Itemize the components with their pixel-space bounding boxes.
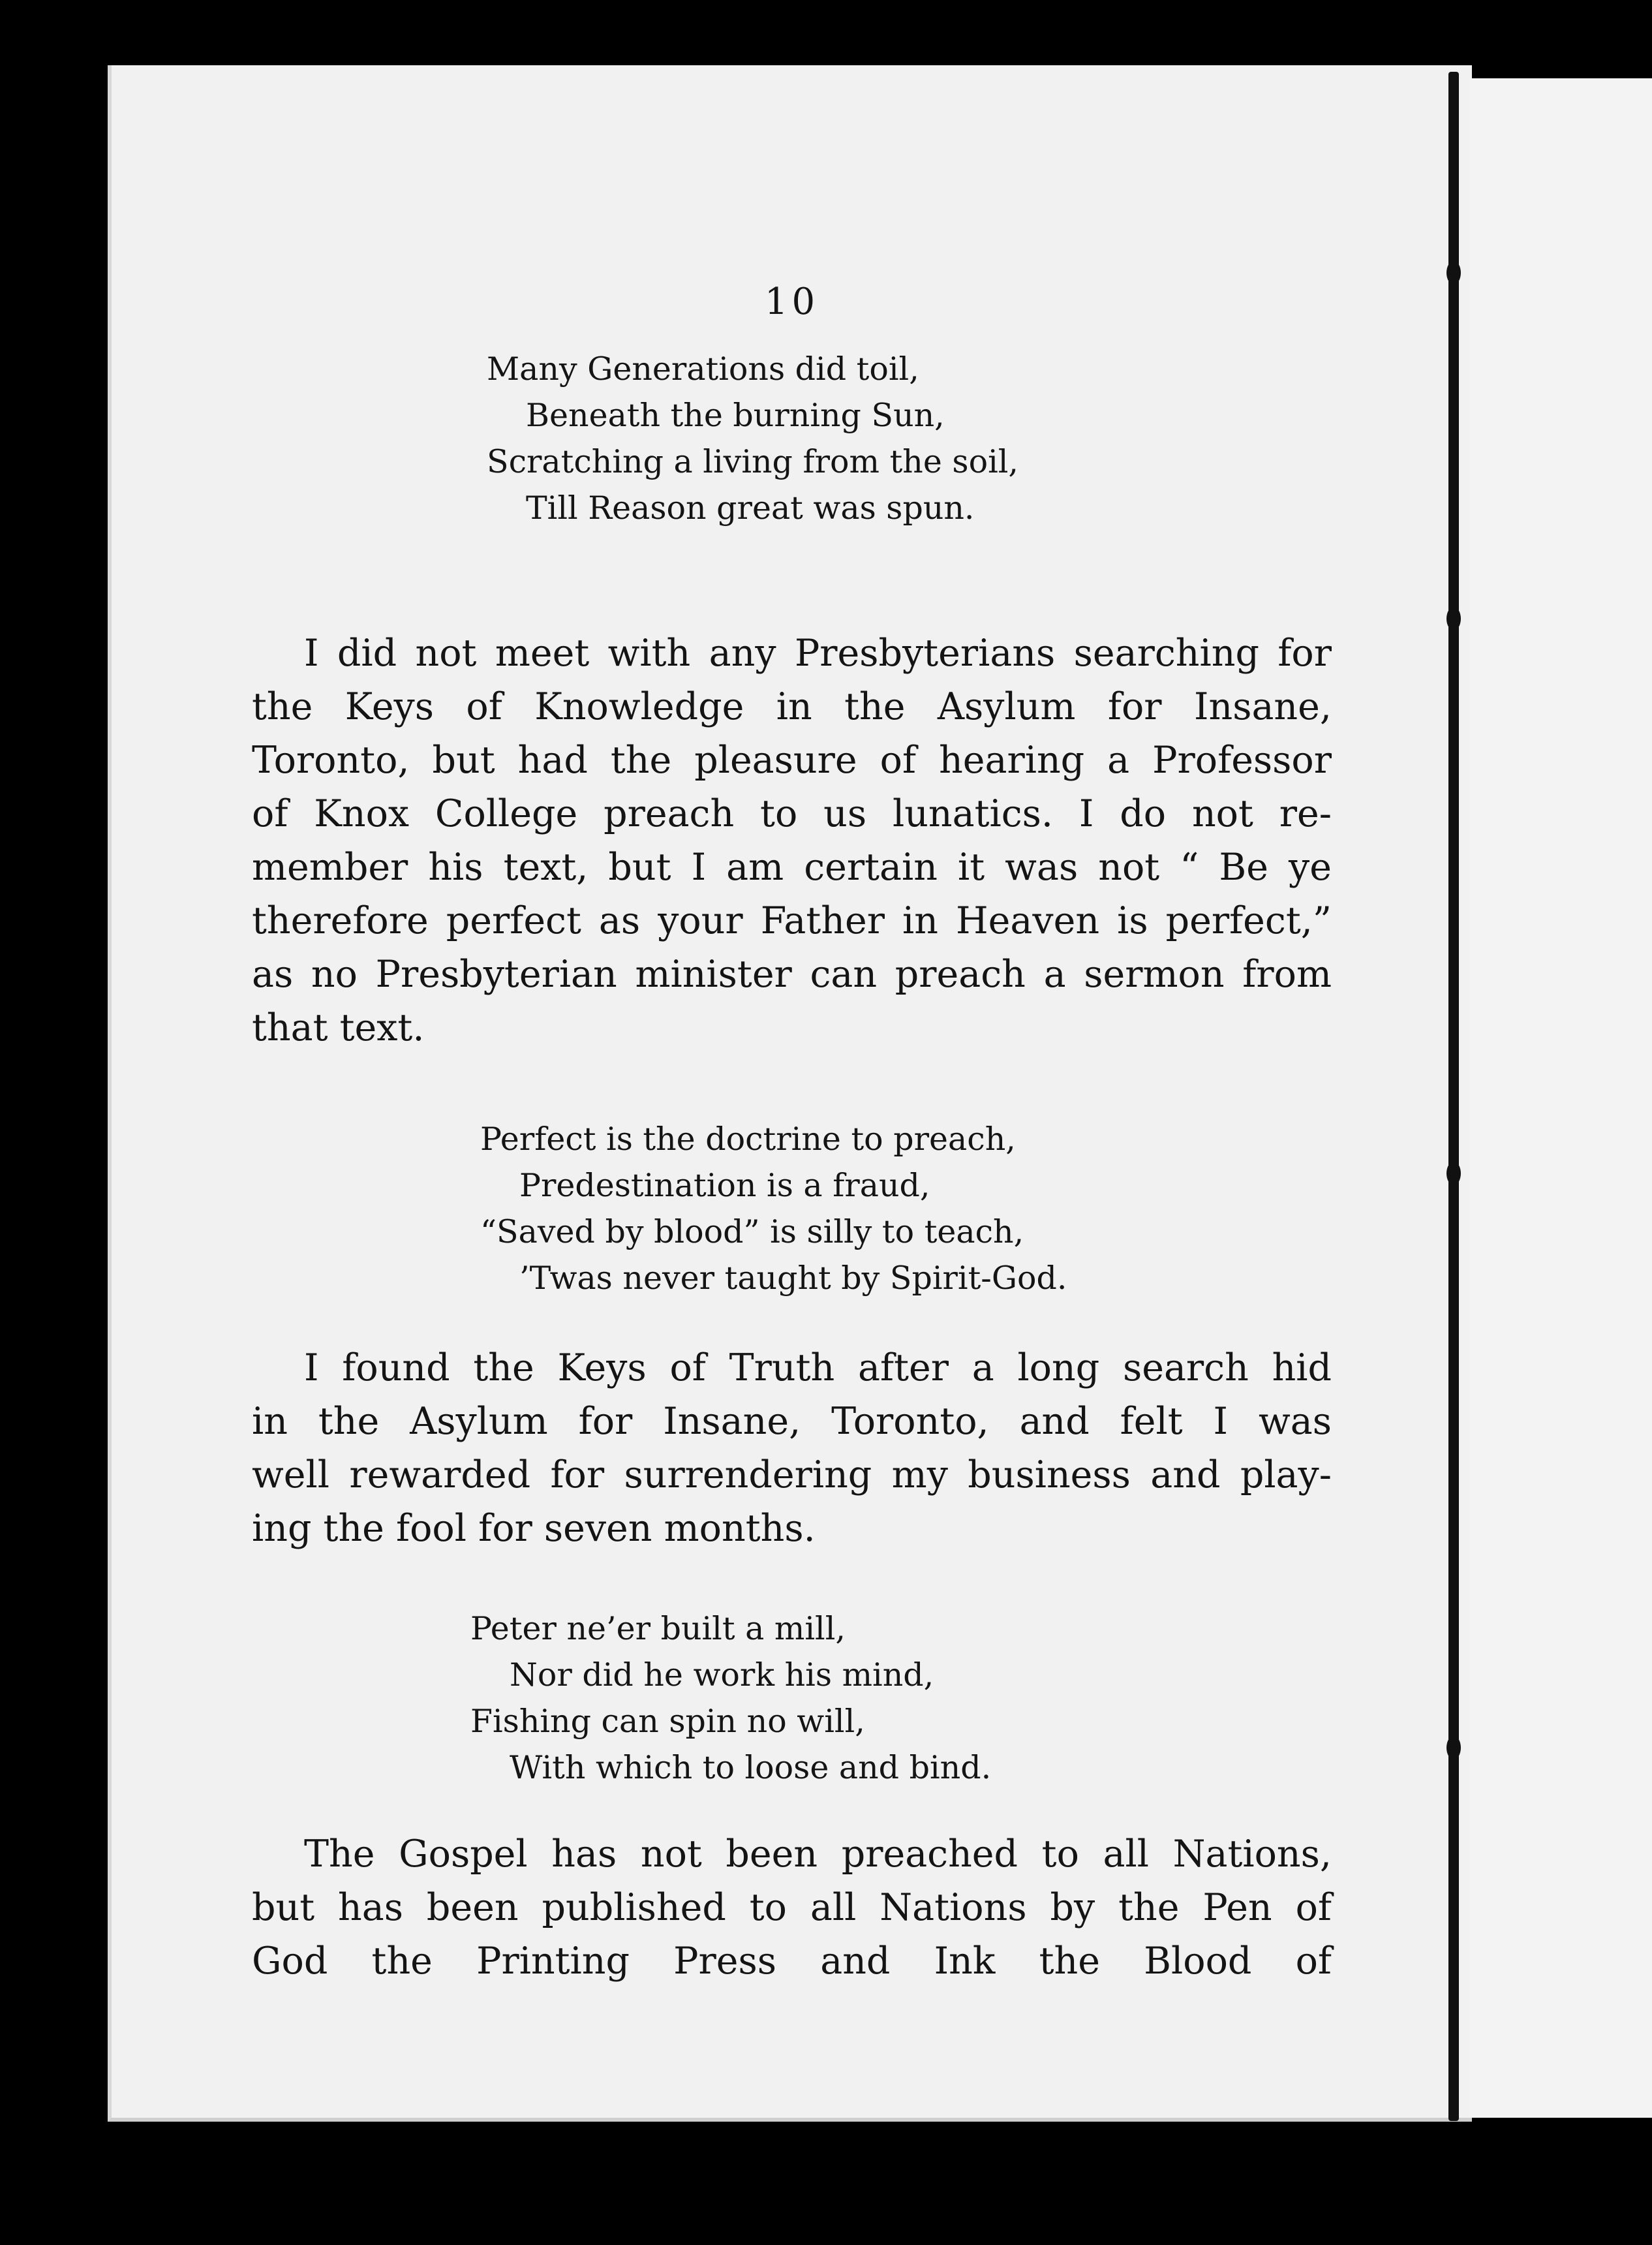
verse-line: “Saved by blood” is silly to teach,: [480, 1213, 1024, 1250]
paragraph-line: therefore perfect as your Father in Heaven is perfect,”: [252, 899, 1332, 942]
book-page: [108, 65, 1472, 2122]
verse-line: With which to loose and bind.: [510, 1749, 992, 1786]
verse-line: ’Twas never taught by Spirit-God.: [519, 1260, 1067, 1297]
verse-line: Perfect is the doctrine to preach,: [480, 1121, 1016, 1158]
verse-line: Scratching a living from the soil,: [487, 443, 1018, 480]
paragraph-3: [252, 1827, 1332, 1988]
paragraph-line: Toronto, but had the pleasure of hearing a Professor: [252, 739, 1332, 782]
verse-3: [470, 1605, 991, 1791]
paragraph-line: that text.: [252, 1006, 425, 1049]
book-spine: [1448, 72, 1459, 2121]
paragraph-line: I found the Keys of Truth after a long search hid: [304, 1346, 1332, 1389]
paragraph-line: as no Presbyterian minister can preach a sermon from: [252, 953, 1332, 996]
paragraph-line: in the Asylum for Insane, Toronto, and felt I was: [252, 1400, 1332, 1443]
verse-line: Peter ne’er built a mill,: [470, 1610, 846, 1647]
binding-thread-knot: [1446, 261, 1461, 285]
paragraph-line: member his text, but I am certain it was not “ Be ye: [252, 846, 1332, 889]
paragraph-line: well rewarded for surrendering my business and play-: [252, 1453, 1332, 1496]
paragraph-1: [252, 627, 1332, 1055]
binding-thread-knot: [1446, 607, 1461, 630]
paragraph-line: The Gospel has not been preached to all Nations,: [304, 1833, 1332, 1876]
paragraph-line: God the Printing Press and Ink the Blood of: [252, 1940, 1332, 1983]
page-content: [112, 65, 1472, 2118]
verse-1: [487, 346, 1018, 531]
page-number: 10: [764, 281, 819, 323]
paragraph-line: ing the fool for seven months.: [252, 1507, 816, 1550]
paragraph-line: I did not meet with any Presbyterians searching for: [304, 632, 1332, 675]
verse-line: Predestination is a fraud,: [519, 1167, 930, 1204]
facing-page-edge: [1469, 78, 1652, 2118]
verse-line: Many Generations did toil,: [487, 350, 919, 388]
verse-line: Nor did he work his mind,: [510, 1656, 934, 1694]
verse-line: Fishing can spin no will,: [470, 1703, 865, 1740]
binding-thread-knot: [1446, 1736, 1461, 1759]
verse-2: [480, 1116, 1067, 1301]
verse-line: Till Reason great was spun.: [526, 489, 975, 527]
paragraph-line: the Keys of Knowledge in the Asylum for Insane,: [252, 685, 1332, 728]
verse-line: Beneath the burning Sun,: [526, 397, 945, 434]
paragraph-line: but has been published to all Nations by the Pen of: [252, 1886, 1332, 1929]
paragraph-line: of Knox College preach to us lunatics. I do not re-: [252, 792, 1332, 835]
paragraph-2: [252, 1341, 1332, 1555]
binding-thread-knot: [1446, 1162, 1461, 1185]
